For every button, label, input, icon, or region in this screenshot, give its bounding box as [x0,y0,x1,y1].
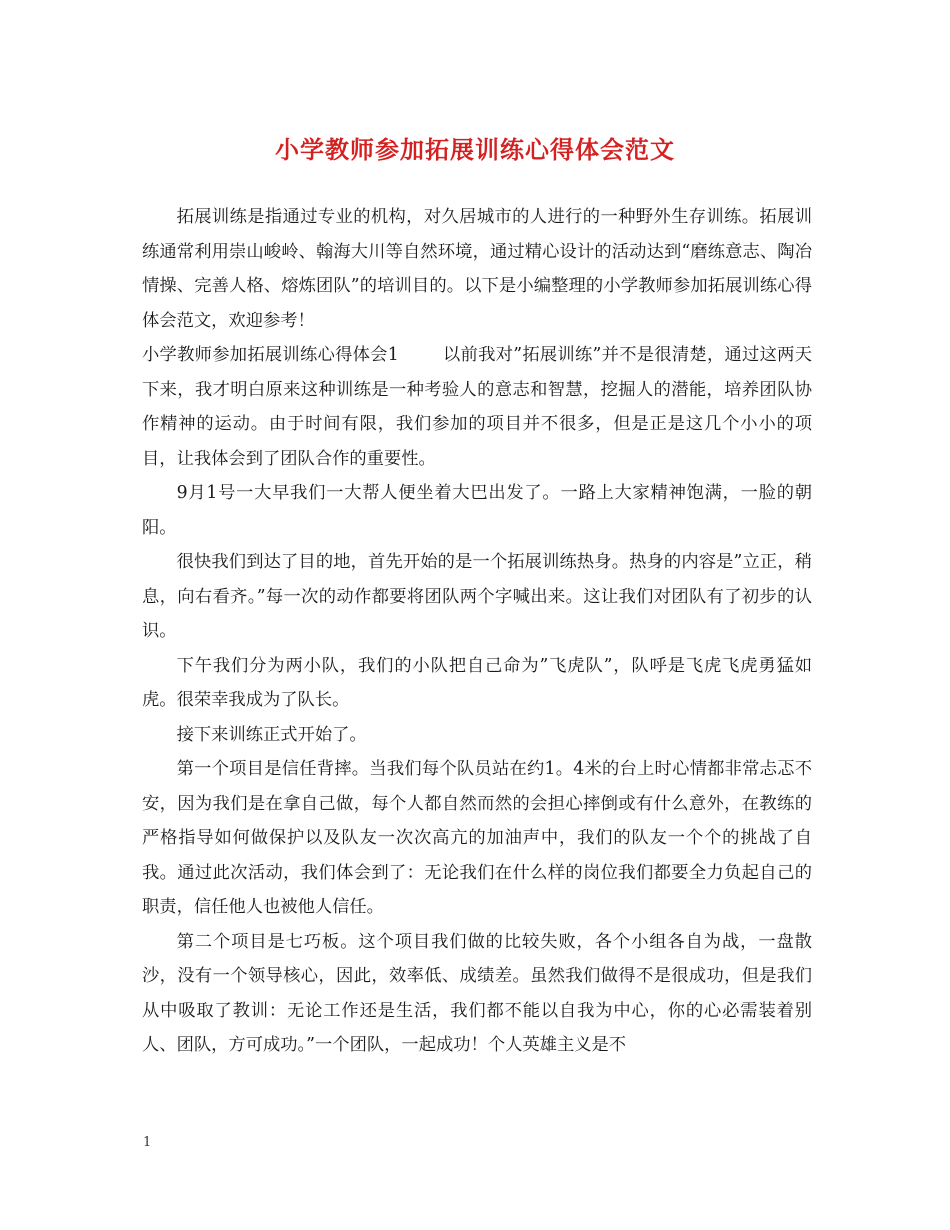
body-paragraph-3: 下午我们分为两小队，我们的小队把自己命为”飞虎队”，队呼是飞虎飞虎勇猛如虎。很荣幸我成为了队长。 [142,655,812,710]
page-number: 1 [143,1135,152,1150]
intro-paragraph: 拓展训练是指通过专业的机构，对久居城市的人进行的一种野外生存训练。拓展训练通常利用崇山峻岭、翰海大川等自然环境，通过精心设计的活动达到“磨练意志、陶冶情操、完善人格、熔炼团队”的培训目的。以下是小编整理的小学教师参加拓展训练心得体会范文，欢迎参考！ [142,207,812,331]
section-first-paragraph: 以前我对”拓展训练”并不是很清楚，通过这两天下来，我才明白原来这种训练是一种考验人的意志和智慧，挖掘人的潜能，培养团队协作精神的运动。由于时间有限，我们参加的项目并不很多，但是正是这几个小小的项目，让我体会到了团队合作的重要性。 [142,345,812,469]
body-paragraph-4: 接下来训练正式开始了。 [176,724,367,745]
body-paragraph-5: 第一个项目是信任背摔。当我们每个队员站在约1。4米的台上时心情都非常忐忑不安，因为我们是在拿自己做，每个人都自然而然的会担心摔倒或有什么意外，在教练的严格指导如何做保护以及队友一次次高亢的加油声中，我们的队友一个个的挑战了自我。通过此次活动，我们体会到了：无论我们在什么样的岗位我们都要全力负起自己的职责，信任他人也被他人信任。 [142,759,812,917]
body-paragraph-2: 很快我们到达了目的地，首先开始的是一个拓展训练热身。热身的内容是”立正，稍息，向右看齐。”每一次的动作都要将团队两个字喊出来。这让我们对团队有了初步的认识。 [142,552,812,641]
document-title: 小学教师参加拓展训练心得体会范文 [275,135,675,164]
body-paragraph-6: 第二个项目是七巧板。这个项目我们做的比较失败，各个小组各自为战，一盘散沙，没有一个领导核心，因此，效率低、成绩差。虽然我们做得不是很成功，但是我们从中吸取了教训：无论工作还是生活，我们都不能以自我为中心，你的心必需装着别人、团队，方可成功。”一个团队，一起成功！个人英雄主义是不 [142,931,812,1055]
section-paragraph [142,338,812,476]
document-body [142,200,812,1063]
body-paragraph-1: 9月1号一大早我们一大帮人便坐着大巴出发了。一路上大家精神饱满，一脸的朝阳。 [142,483,812,538]
section-heading: 小学教师参加拓展训练心得体会1 [142,345,399,365]
